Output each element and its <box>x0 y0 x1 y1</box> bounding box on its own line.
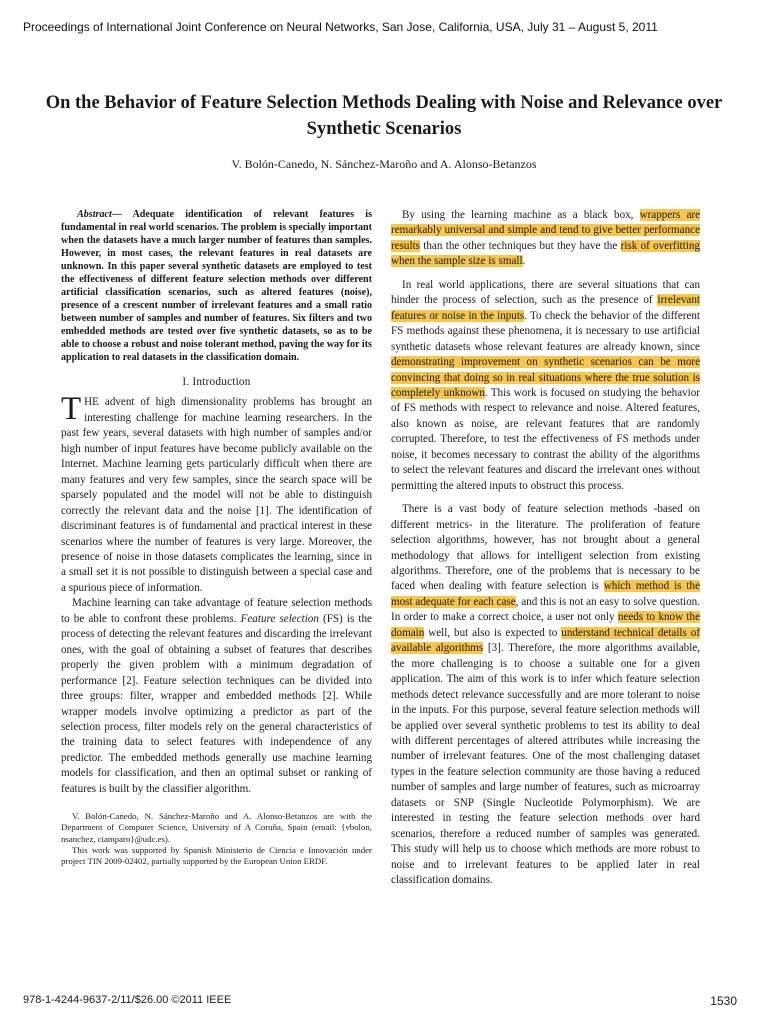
paper-title: On the Behavior of Feature Selection Methods Dealing with Noise and Relevance over Synthetic Scenarios <box>45 93 723 139</box>
rp3-a: There is a vast body of feature selection methods -based on different metrics- in the literature. The proliferation of feature selection algorithms, however, has not brought about a general methodology that allows for intelligent selection from existing algorithms. Therefore, one of the problems that is necessary to be faced when dealing with feature selection is <box>391 503 700 593</box>
right-paragraph-3 <box>391 502 700 888</box>
rp1-a: By using the learning machine as a black box, <box>402 209 640 221</box>
intro-p2-emphasis: Feature selection <box>240 612 319 625</box>
intro-paragraph-1 <box>61 391 372 596</box>
right-paragraph-1 <box>391 208 700 270</box>
intro-p2-a: Machine learning can take advantage of feature selection methods to be able to confront these problems. <box>61 597 372 625</box>
highlight-overfitting: risk of overfitting when the sample size is small <box>391 239 700 268</box>
intro-p2-b: (FS) is the process of detecting the relevant features and discarding the irrelevant ones, with the goal of obtaining a subset of features that describes properly the given problem with a minimum degradation of performance [2]. Feature selection techniques can be divided into three groups: filter, wrapper and embedded methods [2]. While wrapper models involve optimizing a predictor as part of the selection process, filter models rely on the general characteristics of the training data to select features with independence of any predictor. The embedded methods generally use machine learning models for classification, and then an optimal subset or ranking of features is built by the classifier algorithm. <box>61 612 372 795</box>
highlight-wrappers: wrappers are remarkably universal and simple and tend to give better performance results <box>391 209 700 252</box>
rp3-b: , and this is not an easy to solve question. In order to make a correct choice, a user not only <box>391 595 700 624</box>
rp2-c: . This work is focused on studying the behavior of FS methods with respect to relevance and noise. Altered features, also known as noise, are relevant features that are randomly corrupted. Therefore, to test the effectiveness of FS methods under noise, it becomes necessary to contrast the ability of the algorithms to select the relevant features and discard the irrelevant ones without permitting the altered inputs to obstruct this process. <box>391 386 700 492</box>
rp3-d: [3]. Therefore, the more algorithms available, the more challenging is to choose a suitable one for a given application. The aim of this work is to infer which feature selection methods detect relevance successfully and are more tolerant to noise in the inputs. For this purpose, several feature selection methods will be applied over several synthetic problems to test its ability to deal with different percentages of altered attributes while increasing the number of irrelevant features. One of the most challenging dataset types in the feature selection community are those having a reduced number of samples and large number of features, such as microarray datasets or SNP (Single Nucleotide Polymorphism). We are interested in testing the feature selection methods over hard scenarios, therefore a reduced number of samples was generated. This study will help us to choose which methods are more robust to noise and to irrelevant features to be applied later in real classification domains. <box>391 642 700 887</box>
abstract <box>61 208 372 364</box>
paper-authors: V. Bolón-Canedo, N. Sánchez-Maroño and A. Alonso-Betanzos <box>231 157 537 171</box>
abstract-body: — Adequate identification of relevant features is fundamental in real world scenarios. The problem is specially important when the datasets have a much larger number of features than samples. However, in most cases, the relevant features in real datasets are unknown. In this paper several synthetic datasets are employed to test the effectiveness of different feature selection methods over different artificial classification scenarios, such as altered features (noise), presence of a crescent number of irrelevant features and a small ratio between number of samples and number of features. Six filters and two embedded methods are tested over five synthetic datasets, so as to be able to choose a robust and noise tolerant method, paving the way for its application to real datasets in the classification domain. <box>61 209 372 363</box>
proceedings-header: Proceedings of International Joint Conference on Neural Networks, San Jose, California, USA, July 31 – August 5, 2011 <box>23 20 658 34</box>
highlight-demonstrating-improvement: demonstrating improvement on synthetic scenarios can be more convincing that doing so in real situations where the true solution is completely unknown <box>391 356 700 399</box>
section-heading-introduction: I. Introduction <box>182 376 251 388</box>
rp1-b: than the other techniques but they have the <box>419 239 621 252</box>
page-number: 1530 <box>710 994 737 1008</box>
abstract-lead: Abstract <box>77 209 112 220</box>
right-column <box>391 208 700 888</box>
rp2-b: . To check the behavior of the different FS methods against these phenomena, it is necessary to use artificial synthetic datasets whose relevant features are already known, since <box>391 309 700 353</box>
footnote-funding: This work was supported by Spanish Ministerio de Ciencia e Innovación under project TIN 2009-02402, partially supported by the European Union ERDF. <box>61 844 372 867</box>
highlight-technical-details: understand technical details of available algorithms <box>391 626 701 655</box>
highlight-know-domain: needs to know the domain <box>391 611 700 639</box>
rp3-c: well, but also is expected to <box>424 626 562 639</box>
highlight-which-method: which method is the most adequate for each case <box>391 580 700 608</box>
right-paragraph-2 <box>391 278 700 494</box>
rp1-c: . <box>522 255 526 268</box>
drop-cap: T <box>61 391 82 428</box>
rp2-a: In real world applications, there are several situations that can hinder the process of selection, such as the presence of <box>391 278 700 307</box>
intro-paragraph-1-text: HE advent of high dimensionality problems has brought an interesting challenge for machine learning researchers. In the past few years, several datasets with high number of samples and/or high number of input features have become publicly available on the Internet. Machine learning gets particularly difficult when there are many features and very few samples, since the search space will be sparsely populated and the model will not be able to distinguish correctly the relevant data and the noise [1]. The identification of discriminant features is of fundamental and practical interest in these scenarios where the number of features is very large. Moreover, the presence of noise in those datasets complicates the learning, since in a small set it is not possible to distinguish between a special case and a spurious piece of information. <box>61 396 372 594</box>
footer-isbn: 978-1-4244-9637-2/11/$26.00 ©2011 IEEE <box>23 994 232 1006</box>
highlight-irrelevant-features: irrelevant features or noise in the inputs <box>391 294 700 322</box>
left-column <box>61 208 372 867</box>
footnote-affiliation: V. Bolón-Canedo, N. Sánchez-Maroño and A. Alonso-Betanzos are with the Department of Computer Science, University of A Coruña, Spain (email: {vbolon, nsanchez, ciamparo}@udc.es). <box>61 811 372 844</box>
intro-paragraph-2 <box>61 596 372 797</box>
